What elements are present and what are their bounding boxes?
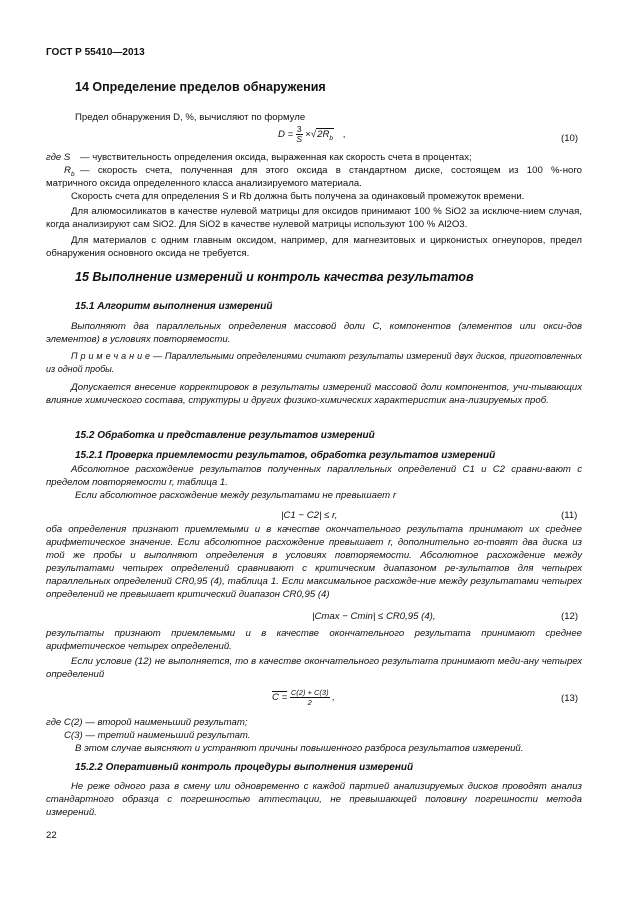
eq10-denominator: S: [296, 134, 303, 144]
paragraph-aluminosilicates: Для алюмосиликатов в качестве нулевой матрицы для оксидов принимают 100 % SiO2 за исключе-нием случая, когда анализируют сам SiO2. Для SiO2 в качестве нулевой матрицы используют 100 % Al2O3.: [46, 206, 582, 230]
where-S-symbol: где S: [46, 152, 71, 163]
section-15-1-title: 15.1 Алгоритм выполнения измерений: [75, 301, 273, 312]
paragraph-15-2-2: Не реже одного раза в смену или одновременно с каждой партией анализируемых дисков проводят анализ стандартного образца с погрешностью аттестации, не превышающей половину погрешности метода измерений.: [46, 781, 582, 818]
section-15-2-1-title: 15.2.1 Проверка приемлемости результатов, обработка результатов измерений: [75, 450, 496, 461]
eq10-lhs: D =: [278, 129, 294, 141]
section-14-intro: Предел обнаружения D, %, вычисляют по формуле: [75, 112, 306, 123]
section-14-title: 14 Определение пределов обнаружения: [75, 80, 326, 94]
equation-11: |C1 − C2| ≤ r,: [281, 510, 338, 521]
where-Rb-sub: b: [70, 170, 75, 178]
eq10-times: ×: [305, 129, 311, 141]
page-number: 22: [46, 830, 57, 841]
section-15-2-title: 15.2 Обработка и представление результатов измерений: [75, 430, 375, 441]
eq13-fraction: [290, 688, 330, 707]
equation-13-number: (13): [561, 693, 579, 704]
equation-13: [272, 688, 335, 707]
paragraph-15-2-1-c: оба определения признают приемлемыми и в качестве окончательного результата принимают их среднее арифметическое значение. Если абсолютное расхождение превышает r, дополнительно го-товят два диска из той же пробы и выполняют определения в условиях повторяемости. Абсолютное расхождение между результатами четырех определений сравнивают с критическим диапазоном ре-зультатов для четырех параллельных определений CR0,95 (4), таблица 1. Если максимальное расхожде-ние между результатами четырех определений не превышает критический диапазон CR0,95 (4): [46, 524, 582, 600]
eq13-denominator: 2: [307, 698, 312, 707]
where-C3: C(3) — третий наименьший результат.: [64, 730, 251, 741]
eq10-comma: ,: [342, 129, 346, 141]
paragraph-count-rates: Скорость счета для определения S и Rb должна быть получена за одинаковый промежуток времени.: [71, 191, 525, 202]
eq10-radicand-base: 2R: [317, 129, 330, 141]
where-Rb-text: — скорость счета, полученная для этого оксида в стандартном диске, состоящем из 100 %-ного: [80, 165, 582, 176]
equation-11-number: (11): [561, 510, 578, 521]
paragraph-15-1-a: Выполняют два параллельных определения массовой доли C, компонентов (элементов или окси-дов элементов) в условиях повторяемости.: [46, 321, 582, 345]
note-parallel: П р и м е ч а н и е — Параллельными определениями считают результаты измерений двух дисков, приготовленных из одной пробы.: [46, 351, 582, 374]
equation-12: |Cmax − Cmin| ≤ CR0,95 (4),: [312, 611, 436, 622]
eq10-numerator: 3: [296, 124, 302, 134]
paragraph-single-oxide: Для материалов с одним главным оксидом, например, для магнезитовых и цирконистых огнеупоров, предел обнаружения основного оксида не требуется.: [46, 235, 582, 259]
paragraph-15-2-1-f: В этом случае выясняют и устраняют причины повышенного разброса результатов измерений.: [75, 743, 524, 754]
where-C2: где C(2) — второй наименьший результат;: [46, 717, 248, 728]
section-15-2-2-title: 15.2.2 Оперативный контроль процедуры выполнения измерений: [75, 762, 414, 773]
equation-10-number: (10): [561, 133, 579, 144]
eq10-radicand-sub: b: [329, 134, 334, 142]
paragraph-15-2-1-e: Если условие (12) не выполняется, то в качестве окончательного результата принимают меди-ану четырех определений: [46, 656, 582, 680]
eq13-comma: ,: [332, 692, 335, 704]
paragraph-15-2-1-b: Если абсолютное расхождение между результатами не превышает r: [75, 490, 397, 501]
paragraph-15-2-1-a: Абсолютное расхождение результатов полученных параллельных определений C1 и C2 сравни-вают с пределом повторяемости r, таблица 1.: [46, 464, 582, 488]
sqrt-icon: √: [310, 129, 317, 141]
eq10-fraction: [296, 125, 303, 144]
equation-10: [278, 125, 345, 144]
paragraph-15-2-1-d: результаты признают приемлемыми и в качестве окончательного результата принимают среднее арифметическое четырех определений.: [46, 628, 582, 652]
eq10-radicand: [316, 128, 334, 140]
where-S-text: — чувствительность определения оксида, выраженная как скорость счета в процентах;: [80, 152, 472, 163]
section-15-title: 15 Выполнение измерений и контроль качества результатов: [75, 270, 474, 284]
eq13-lhs: C =: [272, 692, 288, 704]
where-Rb-base: R: [64, 165, 71, 176]
eq13-numerator: C(2) + C(3): [290, 688, 329, 697]
document-header: ГОСТ Р 55410—2013: [46, 47, 145, 58]
equation-12-number: (12): [561, 611, 579, 622]
where-Rb-continued: матричного оксида определенного класса анализируемого материала.: [46, 178, 362, 189]
paragraph-15-1-b: Допускается внесение корректировок в результаты измерений массовой доли компонентов, учи-тывающих влияние химического состава, структуры и других физико-химических характеристик ана-лизируемых проб.: [46, 382, 582, 406]
